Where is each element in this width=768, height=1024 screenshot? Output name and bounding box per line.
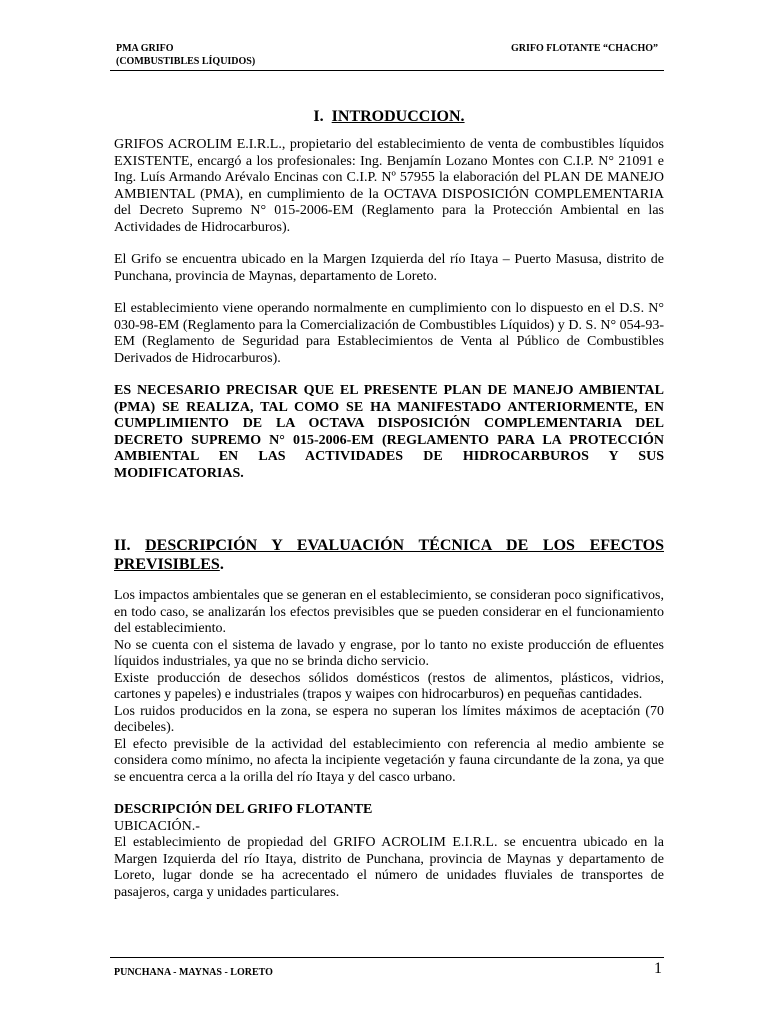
page-number: 1: [654, 960, 662, 977]
intro-paragraph-3: El establecimiento viene operando normalmente en cumplimiento con lo dispuesto en el D.S. N° 030-98-EM (Reglamento para la Comercialización de Combustibles Líquidos) y D. S. N° 054-93-EM (Reglamento de Seguridad para Establecimientos de Venta al Público de Combustibles Derivados de Hidrocarburos).: [114, 301, 664, 366]
effects-line-1: Los impactos ambientales que se generan en el establecimiento, se consideran poco significativos, en todo caso, se analizarán los efectos previsibles que se pueden considerar en el funcionamiento del establecimiento.: [114, 588, 664, 636]
header-doc-subtype: (COMBUSTIBLES LÍQUIDOS): [116, 56, 256, 67]
footer-location: PUNCHANA - MAYNAS - LORETO: [114, 967, 273, 978]
section-2-number: II.: [114, 537, 131, 554]
effects-line-2: No se cuenta con el sistema de lavado y engrase, por lo tanto no existe producción de efluentes líquidos industriales, ya que no se brinda dicho servicio.: [114, 637, 664, 669]
location-label: UBICACIÓN.-: [114, 818, 200, 834]
section-2-title-end: .: [219, 556, 224, 573]
section-2-title: DESCRIPCIÓN Y EVALUACIÓN TÉCNICA DE LOS EFECTOS PREVISIBLES: [114, 537, 665, 573]
intro-paragraph-2: El Grifo se encuentra ubicado en la Margen Izquierda del río Itaya – Puerto Masusa, distrito de Punchana, provincia de Maynas, departamento de Loreto.: [114, 252, 664, 284]
effects-line-4: Los ruidos producidos en la zona, se espera no superan los límites máximos de aceptación (70 decibeles).: [114, 703, 664, 735]
section-1-number: I.: [313, 108, 324, 125]
header-left: [116, 42, 255, 68]
header-right: GRIFO FLOTANTE “CHACHO”: [510, 43, 658, 54]
intro-paragraph-1: GRIFOS ACROLIM E.I.R.L., propietario del establecimiento de venta de combustibles líquidos EXISTENTE, encargó a los profesionales: Ing. Benjamín Lozano Montes con C.I.P. N° 21091 e Ing. Luís Armando Arévalo Encinas con C.I.P. Nº 57955 la elaboración del PLAN DE MANEJO AMBIENTAL (PMA), en cumplimiento de la OCTAVA DISPOSICIÓN COMPLEMENTARIA del Decreto Supremo N° 015-2006-EM (Reglamento para la Protección Ambiental en las Actividades de Hidrocarburos).: [114, 137, 664, 235]
section-1-title: INTRODUCCION.: [331, 108, 465, 125]
section-1-heading: [114, 107, 664, 127]
effects-line-5: El efecto previsible de la actividad del establecimiento con referencia al medio ambiente se considera como mínimo, no afecta la incipiente vegetación y fauna circundante de la zona, ya que se encuentra cerca a la orilla del río Itaya y del casco urbano.: [114, 736, 664, 785]
section-2-heading: [114, 536, 664, 574]
document-body: [114, 107, 664, 901]
effects-line-3: Existe producción de desechos sólidos domésticos (restos de alimentos, plásticos, vidrios, cartones y papeles) e industriales (trapos y waipes con hidrocarburos) en pequeñas cantidades.: [114, 670, 664, 702]
intro-bold-paragraph: ES NECESARIO PRECISAR QUE EL PRESENTE PLAN DE MANEJO AMBIENTAL (PMA) SE REALIZA, TAL COMO SE HA MANIFESTADO ANTERIORMENTE, EN CUMPLIMIENTO DE LA OCTAVA DISPOSICIÓN COMPLEMENTARIA DEL DECRETO SUPREMO N° 015-2006-EM (REGLAMENTO PARA LA PROTECCIÓN AMBIENTAL EN LAS ACTIVIDADES DE HIDROCARBUROS Y SUS MODIFICATORIAS.: [114, 383, 664, 481]
footer-divider: [110, 957, 664, 958]
grifo-description-heading: DESCRIPCIÓN DEL GRIFO FLOTANTE: [114, 802, 373, 817]
header-divider: [110, 70, 664, 71]
header-doc-type: PMA GRIFO: [116, 43, 174, 54]
location-paragraph: El establecimiento de propiedad del GRIFO ACROLIM E.I.R.L. se encuentra ubicado en la Margen Izquierda del río Itaya, distrito de Punchana, provincia de Maynas y departamento de Loreto, lugar donde se ha acrecentado el número de unidades fluviales de transportes de pasajeros, carga y unidades particulares.: [114, 835, 664, 900]
